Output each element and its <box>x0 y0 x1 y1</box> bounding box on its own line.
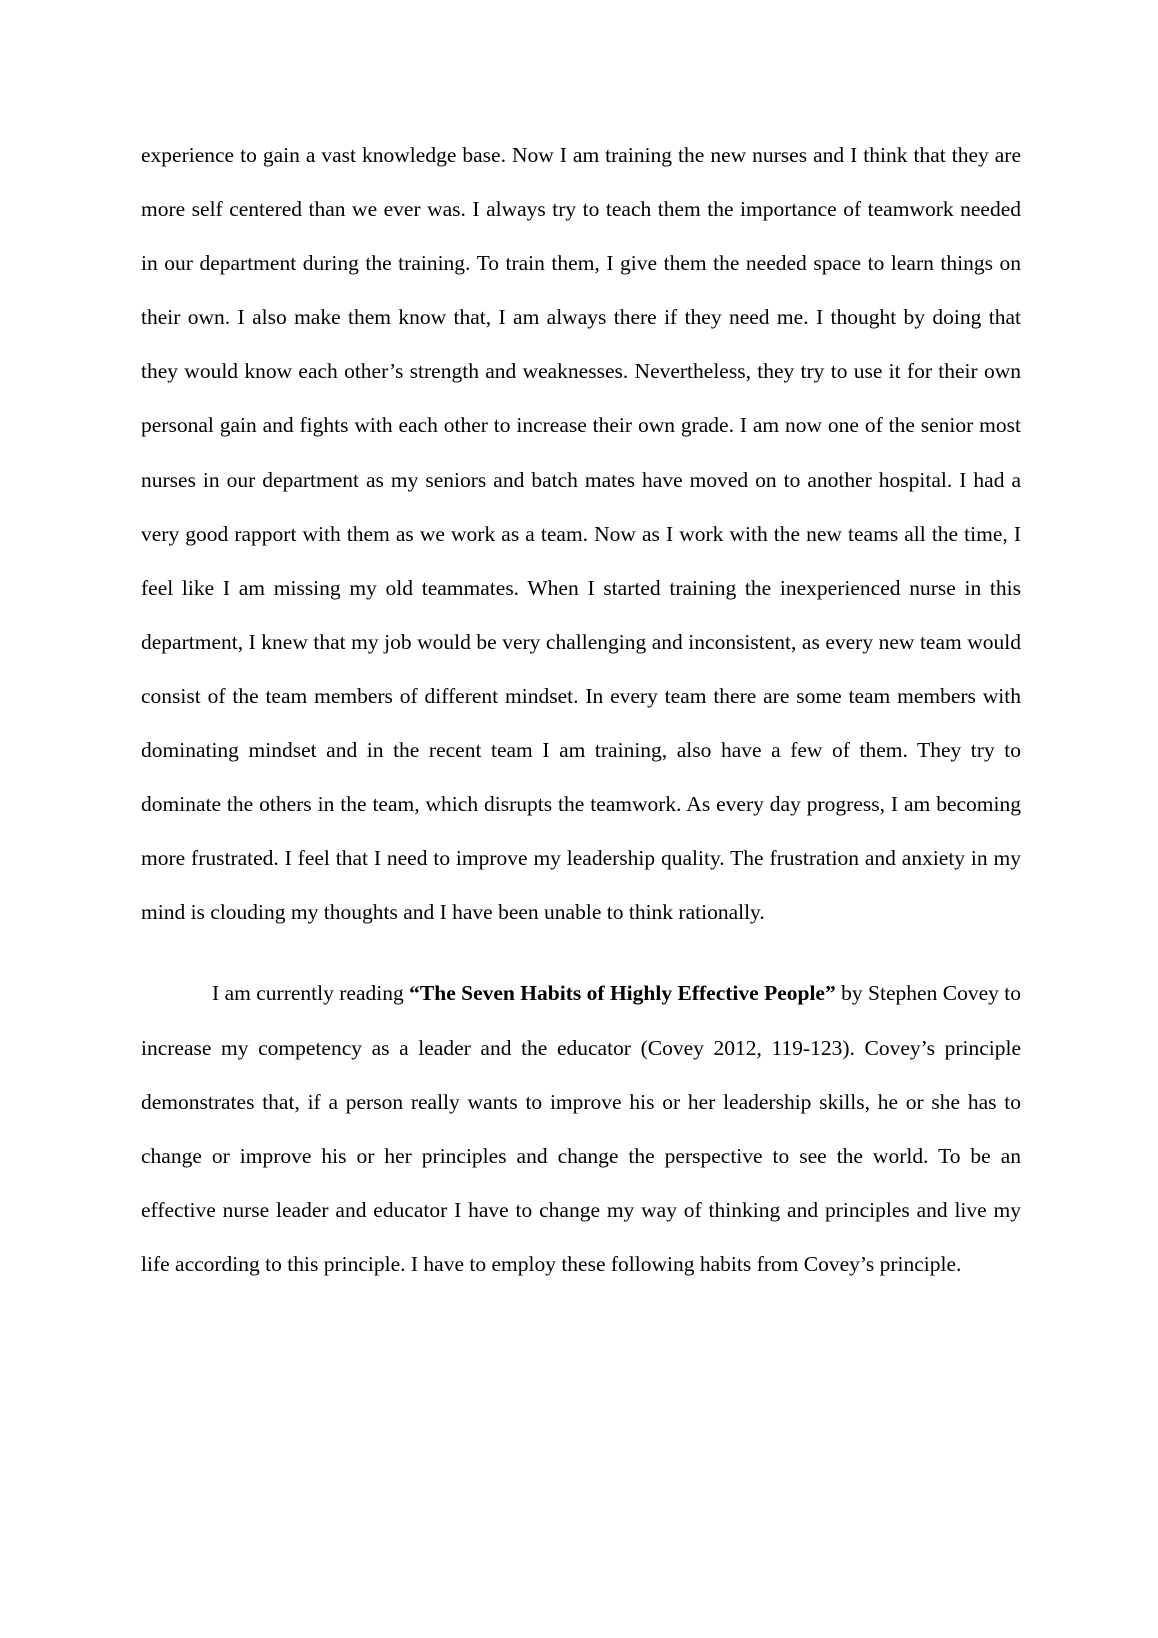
document-body <box>141 128 1021 1291</box>
paragraph-covey-habits <box>141 966 1021 1291</box>
book-title: “The Seven Habits of Highly Effective People” <box>409 981 836 1006</box>
paragraph-teamwork-reflection: experience to gain a vast knowledge base. Now I am training the new nurses and I think that they are more self centered than we ever was. I always try to teach them the importance of teamwork needed in our department during the training. To train them, I give them the needed space to learn things on their own. I also make them know that, I am always there if they need me. I thought by doing that they would know each other’s strength and weaknesses. Nevertheless, they try to use it for their own personal gain and fights with each other to increase their own grade. I am now one of the senior most nurses in our department as my seniors and batch mates have moved on to another hospital. I had a very good rapport with them as we work as a team. Now as I work with the new teams all the time, I feel like I am missing my old teammates. When I started training the inexperienced nurse in this department, I knew that my job would be very challenging and inconsistent, as every new team would consist of the team members of different mindset. In every team there are some team members with dominating mindset and in the recent team I am training, also have a few of them. They try to dominate the others in the team, which disrupts the teamwork. As every day progress, I am becoming more frustrated. I feel that I need to improve my leadership quality. The frustration and anxiety in my mind is clouding my thoughts and I have been unable to think rationally. <box>141 143 1021 925</box>
paragraph-2-lead: I am currently reading <box>212 981 410 1006</box>
paragraph-2-rest: by Stephen Covey to increase my competency as a leader and the educator (Covey 2012, 119-123). Covey’s principle demonstrates that, if a person really wants to improve his or her leadership skills, he or she has to change or improve his or her principles and change the perspective to see the world. To be an effective nurse leader and educator I have to change my way of thinking and principles and live my life according to this principle. I have to employ these following habits from Covey’s principle. <box>141 981 1021 1276</box>
